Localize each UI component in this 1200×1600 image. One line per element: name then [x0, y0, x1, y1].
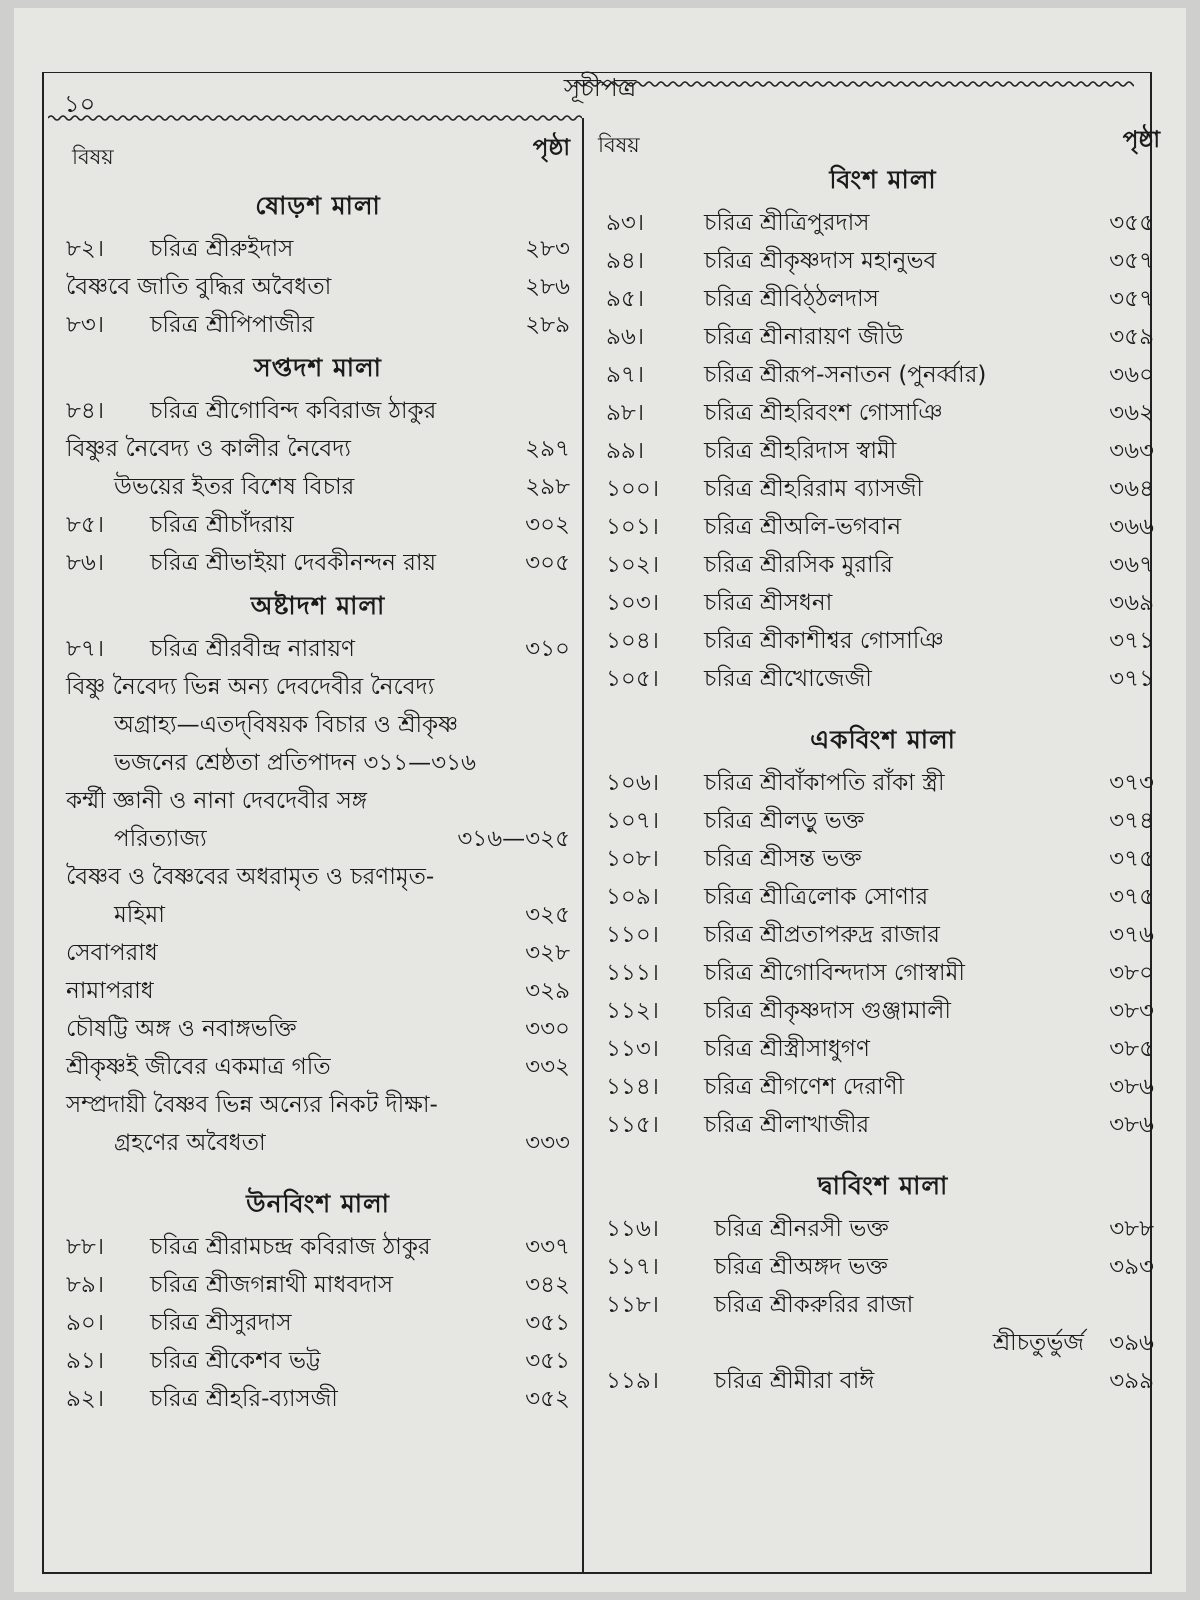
- toc-entry: [592, 242, 1174, 280]
- entry-page-number: ৩২৫: [525, 902, 570, 928]
- entry-title: চরিত্র শ্রীহরিদাস স্বামী: [704, 438, 897, 464]
- entry-title: চরিত্র শ্রীরামচন্দ্র কবিরাজ ঠাকুর: [150, 1234, 431, 1260]
- entry-title: চরিত্র শ্রীকৃষ্ণদাস গুঞ্জামালী: [704, 998, 951, 1024]
- section-title: উনবিংশ মালা: [246, 1189, 390, 1218]
- entry-title: গ্রহণের অবৈধতা: [114, 1130, 266, 1156]
- entry-page-number: ৩৮৮: [1109, 1216, 1154, 1242]
- entry-page-number: ৩৮৫: [1109, 1036, 1154, 1062]
- entry-number: ১১৮।: [606, 1292, 659, 1318]
- entry-number: ৯২।: [66, 1386, 105, 1412]
- toc-entry: [58, 1010, 578, 1048]
- entry-page-number: ৩৭৪: [1109, 808, 1154, 834]
- column-divider: [582, 118, 584, 1574]
- toc-entry: [592, 318, 1174, 356]
- entry-number: ৮৮।: [66, 1234, 105, 1260]
- toc-entry: [58, 630, 578, 668]
- entry-title: বিষ্ণু নৈবেদ্য ভিন্ন অন্য দেবদেবীর নৈবেদ্য: [66, 674, 435, 700]
- entry-number: ১১০।: [606, 922, 660, 948]
- entry-number: ৮৪।: [66, 398, 105, 424]
- right-column: [592, 94, 1174, 1400]
- page-heading: পৃষ্ঠা: [532, 135, 570, 161]
- entry-page-number: ৩৯৩: [1109, 1254, 1154, 1280]
- entry-title: নামাপরাধ: [66, 978, 154, 1004]
- entry-number: ৯৮।: [606, 400, 645, 426]
- toc-entry: [58, 306, 578, 344]
- toc-entry: [592, 394, 1174, 432]
- entry-page-number: ৩৮০: [1109, 960, 1154, 986]
- entry-title: চরিত্র শ্রীগোবিন্দ কবিরাজ ঠাকুর: [150, 398, 437, 424]
- entry-page-number: ৩৫১: [525, 1310, 570, 1336]
- entry-title: শ্রীকৃষ্ণই জীবের একমাত্র গতি: [66, 1054, 331, 1080]
- entry-title: চরিত্র শ্রীভাইয়া দেবকীনন্দন রায়: [150, 550, 437, 576]
- entry-title: চরিত্র শ্রীহরি-ব্যাসজী: [150, 1386, 338, 1412]
- entry-page-number: ৩৫৭: [1109, 248, 1154, 274]
- entry-page-number: ৩০৫: [525, 550, 570, 576]
- entry-title: চরিত্র শ্রীপিপাজীর: [150, 312, 315, 338]
- toc-entry: [58, 934, 578, 972]
- entry-page-number: ৩৭৬: [1109, 922, 1154, 948]
- entry-title: চরিত্র শ্রীসুরদাস: [150, 1310, 292, 1336]
- section-spacer: [592, 698, 1174, 716]
- entry-page-number: ৩৭৫: [1109, 846, 1154, 872]
- entry-title: চরিত্র শ্রীসধনা: [704, 590, 833, 616]
- entry-page-number: ৩০২: [525, 512, 570, 538]
- entry-title: চরিত্র শ্রীরুইদাস: [150, 236, 294, 262]
- entry-page-number: ৩৮৬: [1109, 1074, 1154, 1100]
- entry-page-number: ৩৬৩: [1109, 438, 1154, 464]
- entry-title: অগ্রাহ্য—এতদ্‌বিষয়ক বিচার ও শ্রীকৃষ্ণ: [114, 712, 459, 738]
- page-heading: পৃষ্ঠা: [1122, 127, 1160, 153]
- entry-number: ১১৯।: [606, 1368, 659, 1394]
- entry-title: চরিত্র শ্রীখোজেজী: [704, 666, 872, 692]
- entry-number: ৮৩।: [66, 312, 105, 338]
- section-title: একবিংশ মালা: [810, 725, 956, 754]
- entry-number: ১১৪।: [606, 1074, 659, 1100]
- toc-entry: [592, 508, 1174, 546]
- entry-page-number: ৩৫৫: [1109, 210, 1154, 236]
- toc-entry: [58, 1266, 578, 1304]
- section-title: বিংশ মালা: [829, 165, 937, 194]
- entry-title: চরিত্র শ্রীরবীন্দ্র নারায়ণ: [150, 636, 355, 662]
- entry-title: চরিত্র শ্রীঅলি-ভগবান: [704, 514, 902, 540]
- entry-title: কর্ম্মী জ্ঞানী ও নানা দেবদেবীর সঙ্গ: [66, 788, 368, 814]
- entry-title: সম্প্রদায়ী বৈষ্ণব ভিন্ন অন্যের নিকট দীক্ষা-: [66, 1092, 438, 1118]
- entry-page-number: ৩২৯: [525, 978, 570, 1004]
- entry-title: চরিত্র শ্রীজগন্নাথী মাধবদাস: [150, 1272, 394, 1298]
- toc-entry: [592, 546, 1174, 584]
- entry-page-number: ৩৫১: [525, 1348, 570, 1374]
- toc-entry: [58, 972, 578, 1010]
- toc-entry: [592, 280, 1174, 318]
- entry-page-number: ৩৭৫: [1109, 884, 1154, 910]
- entry-title: চরিত্র শ্রীহরিরাম ব্যাসজী: [704, 476, 923, 502]
- entry-page-number: ৩৫৯: [1109, 324, 1154, 350]
- toc-entry: [58, 1380, 578, 1418]
- entry-number: ১০৬।: [606, 770, 660, 796]
- entry-title: চরিত্র শ্রীগণেশ দেরাণী: [704, 1074, 905, 1100]
- toc-entry: [58, 706, 578, 744]
- toc-entry: [592, 432, 1174, 470]
- toc-entry: [58, 1228, 578, 1266]
- entry-title: উভয়ের ইতর বিশেষ বিচার: [114, 474, 355, 500]
- right-column-header: [592, 94, 1174, 156]
- book-page: [14, 8, 1186, 1592]
- toc-entry: [58, 1124, 578, 1162]
- toc-entry: [58, 744, 578, 782]
- toc-entry: [592, 470, 1174, 508]
- entry-page-number: ৩৬৪: [1109, 476, 1154, 502]
- left-column-header: [58, 120, 578, 182]
- entry-number: ৯৯।: [606, 438, 645, 464]
- toc-entry: [592, 1030, 1174, 1068]
- toc-entry: [592, 1286, 1174, 1324]
- entry-number: ১০১।: [606, 514, 660, 540]
- toc-entry: [592, 954, 1174, 992]
- entry-page-number: ২৮৩: [525, 236, 570, 262]
- toc-entry: [592, 1106, 1174, 1144]
- entry-page-number: ৩৬২: [1109, 400, 1154, 426]
- entry-title: সেবাপরাধ: [66, 940, 158, 966]
- entry-page-number: ৩৮৬: [1109, 1112, 1154, 1138]
- toc-entry: [58, 1048, 578, 1086]
- entry-number: ১১৫।: [606, 1112, 659, 1138]
- entry-page-number: ৩৫৭: [1109, 286, 1154, 312]
- entry-page-number: ৩৭১: [1109, 666, 1154, 692]
- entry-number: ১০০।: [606, 476, 660, 502]
- entry-number: ১১৬।: [606, 1216, 660, 1242]
- entry-title: চরিত্র শ্রীরসিক মুরারি: [704, 552, 893, 578]
- toc-entry: [592, 840, 1174, 878]
- page-number: ১০: [64, 90, 96, 118]
- entry-number: ১০৪।: [606, 628, 660, 654]
- toc-entry: [592, 878, 1174, 916]
- entry-number: ৯০।: [66, 1310, 105, 1336]
- entry-title: চরিত্র শ্রীনারায়ণ জীউ: [704, 324, 904, 350]
- entry-page-number: ৩৬৭: [1109, 552, 1154, 578]
- entry-title: ভজনের শ্রেষ্ঠতা প্রতিপাদন ৩১১—৩১৬: [114, 750, 476, 776]
- entry-title: চরিত্র শ্রীকেশব ভট্ট: [150, 1348, 321, 1374]
- toc-entry: [592, 1324, 1174, 1362]
- toc-entry: [58, 468, 578, 506]
- entry-page-number: ৩৬০: [1109, 362, 1154, 388]
- entry-number: ১১৭।: [606, 1254, 660, 1280]
- entry-number: ১০৩।: [606, 590, 660, 616]
- toc-entry: [592, 204, 1174, 242]
- toc-entry: [592, 1248, 1174, 1286]
- toc-entry: [58, 544, 578, 582]
- entry-title: চরিত্র শ্রীকৃষ্ণদাস মহানুভব: [704, 248, 937, 274]
- entry-page-number: ৩৩২: [525, 1054, 570, 1080]
- entry-page-number: ৩৭১: [1109, 628, 1154, 654]
- toc-entry: [592, 916, 1174, 954]
- entry-page-number: ৩৯৯: [1109, 1368, 1154, 1394]
- entry-title: চরিত্র শ্রীসন্ত ভক্ত: [704, 846, 862, 872]
- entry-page-number: ৩৮৩: [1109, 998, 1154, 1024]
- entry-number: ৯১।: [66, 1348, 105, 1374]
- entry-number: ৮৭।: [66, 636, 105, 662]
- entry-title: চৌষট্টি অঙ্গ ও নবাঙ্গভক্তি: [66, 1016, 297, 1042]
- entry-number: ৯৪।: [606, 248, 645, 274]
- toc-entry: [592, 764, 1174, 802]
- entry-title: চরিত্র শ্রীকাশীশ্বর গোসাঞি: [704, 628, 944, 654]
- entry-page-number: ২৮৬: [525, 274, 570, 300]
- entry-title: চরিত্র শ্রীহরিবংশ গোসাঞি: [704, 400, 943, 426]
- entry-title: চরিত্র শ্রীমীরা বাঈ: [714, 1368, 875, 1394]
- section-title: ষোড়শ মালা: [255, 191, 381, 220]
- entry-title: চরিত্র শ্রীলড়ু ভক্ত: [704, 808, 865, 834]
- entry-number: ১০৮।: [606, 846, 660, 872]
- left-column: [58, 120, 578, 1418]
- entry-title: বৈষ্ণবে জাতি বুদ্ধির অবৈধতা: [66, 274, 332, 300]
- entry-number: ৮৬।: [66, 550, 105, 576]
- entry-title: চরিত্র শ্রীবিঠ্‌ঠলদাস: [704, 286, 879, 312]
- section-spacer: [592, 1144, 1174, 1162]
- entry-title: চরিত্র শ্রীলাখাজীর: [704, 1112, 870, 1138]
- entry-number: ১১১।: [606, 960, 659, 986]
- toc-entry: [58, 1342, 578, 1380]
- section-title: সপ্তদশ মালা: [254, 353, 382, 382]
- entry-title: চরিত্র শ্রীস্ত্রীসাধুগণ: [704, 1036, 870, 1062]
- entry-title: মহিমা: [114, 902, 165, 928]
- section-spacer: [58, 1162, 578, 1180]
- entry-page-number: ৩১৬—৩২৫: [457, 826, 570, 852]
- toc-entry: [592, 1362, 1174, 1400]
- entry-page-number: ২৮৯: [525, 312, 570, 338]
- entry-number: ১০৯।: [606, 884, 660, 910]
- entry-number: ৮৫।: [66, 512, 105, 538]
- entry-title: চরিত্র শ্রীচাঁদরায়: [150, 512, 294, 538]
- entry-title: বিষ্ণুর নৈবেদ্য ও কালীর নৈবেদ্য: [66, 436, 351, 462]
- entry-number: ৯৫।: [606, 286, 645, 312]
- subject-heading: বিষয়: [72, 145, 114, 169]
- entry-page-number: ২৯৭: [525, 436, 570, 462]
- entry-page-number: ৩২৮: [525, 940, 570, 966]
- entry-number: ১০২।: [606, 552, 660, 578]
- entry-title: চরিত্র শ্রীত্রিলোক সোণার: [704, 884, 929, 910]
- entry-title: চরিত্র শ্রীকরুরির রাজা: [714, 1292, 914, 1318]
- entry-number: ৮২।: [66, 236, 105, 262]
- toc-entry: [58, 1086, 578, 1124]
- entry-number: ৯৬।: [606, 324, 645, 350]
- entry-title: চরিত্র শ্রীনরসী ভক্ত: [714, 1216, 889, 1242]
- toc-entry: [58, 268, 578, 306]
- subject-heading: বিষয়: [598, 133, 640, 157]
- entry-title: বৈষ্ণব ও বৈষ্ণবের অধরামৃত ও চরণামৃত-: [66, 864, 435, 890]
- entry-page-number: ৩৩৭: [525, 1234, 570, 1260]
- toc-entry: [58, 392, 578, 430]
- entry-number: ১০৫।: [606, 666, 660, 692]
- entry-title: চরিত্র শ্রীঅঙ্গদ ভক্ত: [714, 1254, 888, 1280]
- entry-page-number: ৩৩৩: [525, 1130, 570, 1156]
- entry-page-number: ৩৯৬: [1109, 1330, 1154, 1356]
- toc-entry: [58, 858, 578, 896]
- toc-entry: [58, 230, 578, 268]
- entry-number: ১১৩।: [606, 1036, 660, 1062]
- running-title: সূচীপত্র: [563, 73, 637, 102]
- entry-page-number: ৩৫২: [525, 1386, 570, 1412]
- toc-entry: [58, 668, 578, 706]
- entry-page-number: ৩১০: [525, 636, 570, 662]
- toc-entry: [592, 660, 1174, 698]
- entry-page-number: ৩৬৯: [1109, 590, 1154, 616]
- entry-title: শ্রীচতুর্ভুর্জ: [992, 1330, 1084, 1356]
- section-title: দ্বাবিংশ মালা: [817, 1171, 949, 1200]
- toc-entry: [592, 1068, 1174, 1106]
- toc-entry: [592, 356, 1174, 394]
- entry-title: চরিত্র শ্রীত্রিপুরদাস: [704, 210, 870, 236]
- toc-entry: [58, 1304, 578, 1342]
- wavy-rule-top: [574, 78, 1134, 90]
- toc-entry: [58, 430, 578, 468]
- toc-entry: [592, 1210, 1174, 1248]
- toc-entry: [592, 802, 1174, 840]
- entry-number: ৯৭।: [606, 362, 645, 388]
- entry-page-number: ৩৬৬: [1109, 514, 1154, 540]
- toc-entry: [58, 782, 578, 820]
- entry-page-number: ৩৭৩: [1109, 770, 1154, 796]
- toc-entry: [58, 506, 578, 544]
- entry-page-number: ২৯৮: [525, 474, 570, 500]
- entry-title: চরিত্র শ্রীরূপ-সনাতন (পুনর্ব্বার): [704, 362, 987, 388]
- entry-title: চরিত্র শ্রীপ্রতাপরুদ্র রাজার: [704, 922, 940, 948]
- entry-title: পরিত্যাজ্য: [114, 826, 207, 852]
- toc-entry: [58, 820, 578, 858]
- entry-number: ৮৯।: [66, 1272, 105, 1298]
- entry-page-number: ৩৪২: [525, 1272, 570, 1298]
- entry-number: ৯৩।: [606, 210, 645, 236]
- toc-entry: [592, 584, 1174, 622]
- toc-entry: [592, 992, 1174, 1030]
- entry-title: চরিত্র শ্রীগোবিন্দদাস গোস্বামী: [704, 960, 965, 986]
- section-title: অষ্টাদশ মালা: [250, 591, 386, 620]
- entry-number: ১১২।: [606, 998, 660, 1024]
- toc-entry: [592, 622, 1174, 660]
- entry-page-number: ৩৩০: [525, 1016, 570, 1042]
- toc-entry: [58, 896, 578, 934]
- entry-number: ১০৭।: [606, 808, 660, 834]
- entry-title: চরিত্র শ্রীবাঁকাপতি রাঁকা স্ত্রী: [704, 770, 945, 796]
